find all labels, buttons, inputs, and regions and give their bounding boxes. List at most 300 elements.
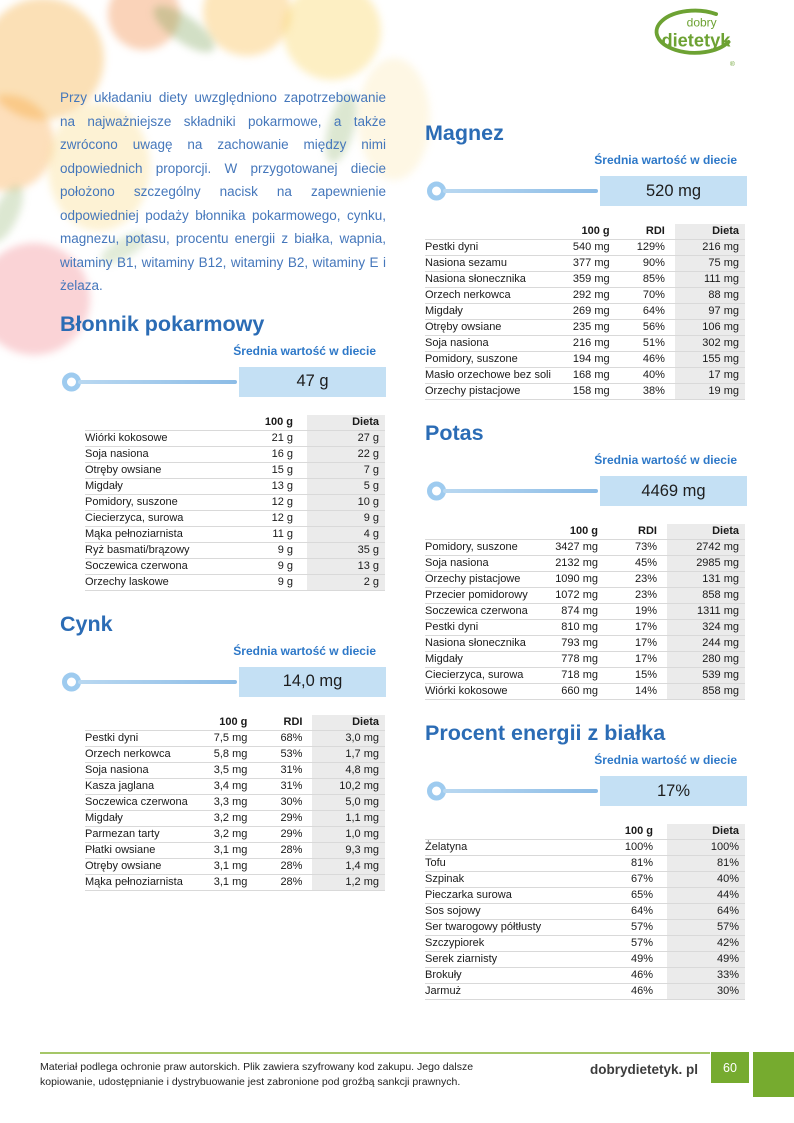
table-cell: Ryż basmati/brązowy (85, 543, 190, 556)
table-cell: 21 g (271, 431, 293, 444)
avg-value-box: 520 mg (600, 176, 747, 206)
lemon-decor (283, 0, 381, 80)
table-row (425, 840, 745, 856)
table-cell: 100 g (569, 525, 598, 537)
table-cell: 778 mg (561, 653, 598, 665)
diet-value-slider (425, 476, 747, 506)
table-row (425, 256, 745, 272)
table-cell: Otręby owsiane (425, 321, 502, 333)
table-cell: 44% (667, 888, 745, 904)
diet-value-slider (425, 776, 747, 806)
table-cell: 14% (634, 685, 657, 697)
table-row (85, 858, 385, 874)
table-cell: Soja nasiona (85, 447, 149, 460)
table-cell: Pieczarka surowa (425, 889, 512, 901)
table-cell: 1,1 mg (312, 810, 385, 826)
leaf-decor (0, 181, 30, 247)
table-row (425, 288, 745, 304)
table-cell: 10,2 mg (312, 778, 385, 794)
table-cell: 1,0 mg (312, 826, 385, 842)
table-cell: RDI (283, 715, 303, 728)
table-cell: 57% (630, 921, 653, 933)
table-header-row (425, 224, 745, 240)
table-header-row (85, 415, 385, 431)
table-cell: 216 mg (572, 337, 610, 349)
table-cell: 111 mg (675, 272, 745, 288)
table-cell: 23% (634, 573, 657, 585)
table-row (85, 746, 385, 762)
table-cell (425, 524, 533, 540)
nutrient-table (425, 224, 745, 400)
table-cell: Płatki owsiane (85, 843, 156, 856)
table-cell: Jarmuż (425, 985, 462, 997)
table-cell: 100 g (264, 415, 293, 428)
table-cell: 244 mg (667, 636, 745, 652)
table-cell: Otręby owsiane (85, 859, 162, 872)
table-cell (85, 715, 188, 731)
table-row (425, 304, 745, 320)
table-cell: 88 mg (675, 288, 745, 304)
brand-logo (646, 5, 742, 75)
table-cell: 81% (667, 856, 745, 872)
table-cell: Migdały (425, 653, 463, 665)
table-cell: 540 mg (572, 241, 610, 253)
table-cell: Kasza jaglana (85, 779, 155, 792)
slider-track (78, 380, 237, 384)
section-title: Procent energii z białka (425, 721, 666, 745)
table-cell: Szpinak (425, 873, 465, 885)
table-row (425, 604, 745, 620)
table-row (425, 384, 745, 400)
table-cell: 15 g (271, 463, 293, 476)
table-row (425, 636, 745, 652)
table-cell: 359 mg (572, 273, 610, 285)
table-cell: 17% (634, 653, 657, 665)
table-cell: Pestki dyni (425, 621, 479, 633)
table-row (425, 984, 745, 1000)
table-row (425, 620, 745, 636)
table-cell: 9 g (277, 559, 293, 572)
table-cell: 4 g (307, 526, 385, 542)
table-cell: 64% (667, 904, 745, 920)
nutrient-table (425, 524, 745, 700)
section-title: Błonnik pokarmowy (60, 311, 265, 336)
table-cell: Przecier pomidorowy (425, 589, 528, 601)
table-row (85, 462, 385, 478)
table-cell: Orzechy pistacjowe (425, 573, 521, 585)
table-cell: 70% (642, 289, 665, 301)
table-cell: 3,2 mg (213, 827, 248, 840)
table-cell: 3,5 mg (213, 763, 248, 776)
table-cell: 64% (630, 905, 653, 917)
table-cell: 292 mg (572, 289, 610, 301)
table-cell: 3,1 mg (213, 875, 248, 888)
table-header-row (425, 824, 745, 840)
table-row (425, 920, 745, 936)
table-cell: 22 g (307, 446, 385, 462)
table-row (85, 762, 385, 778)
table-cell: 13 g (307, 558, 385, 574)
avg-value-box: 4469 mg (600, 476, 747, 506)
table-cell: 168 mg (572, 369, 610, 381)
table-cell: Migdały (85, 811, 123, 824)
table-cell: 2742 mg (667, 540, 745, 556)
table-cell: 30% (280, 795, 303, 808)
table-cell: 35 g (307, 542, 385, 558)
table-cell: 9 g (277, 575, 293, 588)
table-row (425, 272, 745, 288)
table-row (85, 810, 385, 826)
table-row (85, 826, 385, 842)
nutrient-section (425, 420, 747, 700)
table-cell: Żelatyna (425, 841, 468, 853)
table-cell: 377 mg (572, 257, 610, 269)
table-row (85, 730, 385, 746)
table-cell: 73% (634, 541, 657, 553)
table-cell: 131 mg (667, 572, 745, 588)
table-cell: 100 g (219, 715, 248, 728)
table-cell (425, 824, 588, 840)
table-cell: 65% (630, 889, 653, 901)
table-cell (425, 224, 551, 240)
table-cell: Soczewica czerwona (425, 605, 528, 617)
table-cell: 9,3 mg (312, 842, 385, 858)
table-cell: 1090 mg (555, 573, 598, 585)
table-row (425, 904, 745, 920)
table-cell: Brokuły (425, 969, 462, 981)
table-cell: 33% (667, 968, 745, 984)
table-cell: Dieta (312, 715, 385, 731)
table-cell: 2985 mg (667, 556, 745, 572)
page-number-badge: 60 (711, 1052, 749, 1083)
table-cell: 858 mg (667, 684, 745, 700)
table-row (85, 842, 385, 858)
table-row (425, 240, 745, 256)
table-cell: 28% (280, 843, 303, 856)
table-row (425, 872, 745, 888)
table-cell: Ser twarogowy półtłusty (425, 921, 542, 933)
table-cell: 100 g (581, 225, 610, 237)
slider-track (443, 489, 598, 493)
table-cell: Migdały (85, 479, 123, 492)
nutrient-table (425, 824, 745, 1000)
svg-text:®: ® (729, 60, 735, 68)
table-cell: 46% (630, 985, 653, 997)
table-cell: Nasiona słonecznika (425, 637, 526, 649)
avg-value-box: 47 g (239, 367, 386, 397)
table-cell: 64% (642, 305, 665, 317)
table-cell: 19 mg (675, 384, 745, 400)
table-row (85, 558, 385, 574)
table-cell: Masło orzechowe bez soli (425, 369, 551, 381)
table-cell: Pomidory, suszone (425, 541, 518, 553)
table-cell: 75 mg (675, 256, 745, 272)
table-cell: 12 g (271, 511, 293, 524)
table-cell: Parmezan tarty (85, 827, 160, 840)
slider-track (443, 789, 598, 793)
brand-logo-swoosh-icon (646, 5, 742, 75)
table-cell: 3,0 mg (312, 730, 385, 746)
table-cell: 45% (634, 557, 657, 569)
table-cell: Mąka pełnoziarnista (85, 527, 183, 540)
table-cell: 31% (280, 779, 303, 792)
table-cell: 5,8 mg (213, 747, 248, 760)
table-row (425, 540, 745, 556)
section-title: Magnez (425, 121, 504, 145)
table-cell: 4,8 mg (312, 762, 385, 778)
table-row (425, 320, 745, 336)
table-cell: 3,3 mg (213, 795, 248, 808)
table-cell: 280 mg (667, 652, 745, 668)
table-cell: 38% (642, 385, 665, 397)
table-cell: 539 mg (667, 668, 745, 684)
orange-half-decor (203, 0, 291, 56)
table-row (85, 430, 385, 446)
table-row (85, 542, 385, 558)
table-cell: Pomidory, suszone (85, 495, 178, 508)
table-cell: 3427 mg (555, 541, 598, 553)
table-row (85, 778, 385, 794)
table-cell: 1,2 mg (312, 874, 385, 890)
table-cell: 53% (280, 747, 303, 760)
table-cell: Pestki dyni (425, 241, 479, 253)
table-row (425, 572, 745, 588)
table-cell: 100 g (624, 825, 653, 837)
table-cell: 51% (642, 337, 665, 349)
table-cell: Tofu (425, 857, 446, 869)
table-cell: 793 mg (561, 637, 598, 649)
table-cell: 874 mg (561, 605, 598, 617)
table-row (425, 936, 745, 952)
avg-value-box: 14,0 mg (239, 667, 386, 697)
table-cell: Orzech nerkowca (85, 747, 171, 760)
table-cell: Nasiona sezamu (425, 257, 507, 269)
table-cell: Dieta (675, 224, 745, 240)
table-cell: 31% (280, 763, 303, 776)
table-cell: 13 g (271, 479, 293, 492)
table-cell: 28% (280, 859, 303, 872)
table-cell: 3,1 mg (213, 843, 248, 856)
table-row (425, 652, 745, 668)
table-cell: 30% (667, 984, 745, 1000)
table-cell: 1311 mg (667, 604, 745, 620)
svg-text:dobry: dobry (686, 15, 717, 30)
table-cell: Soja nasiona (425, 337, 489, 349)
table-cell: Wiórki kokosowe (85, 431, 168, 444)
table-cell: 49% (667, 952, 745, 968)
table-cell: 216 mg (675, 240, 745, 256)
avg-value-label: Średnia wartość w diecie (594, 753, 737, 767)
table-cell: 56% (642, 321, 665, 333)
table-row (425, 588, 745, 604)
table-cell: 5 g (307, 478, 385, 494)
avg-value-label: Średnia wartość w diecie (594, 153, 737, 167)
nutrient-section (60, 311, 386, 591)
orange-slice-decor (0, 95, 54, 191)
avg-value-label: Średnia wartość w diecie (233, 643, 376, 658)
table-cell: 29% (280, 811, 303, 824)
table-cell: 17% (634, 637, 657, 649)
table-cell: Dieta (307, 415, 385, 431)
diet-value-slider (60, 667, 386, 697)
table-cell: 16 g (271, 447, 293, 460)
table-cell: Szczypiorek (425, 937, 485, 949)
table-cell: Dieta (667, 824, 745, 840)
table-cell: Soczewica czerwona (85, 795, 188, 808)
slider-track (443, 189, 598, 193)
table-cell: Migdały (425, 305, 463, 317)
table-row (85, 874, 385, 890)
table-cell: Pomidory, suszone (425, 353, 518, 365)
table-cell: 27 g (307, 430, 385, 446)
nutrient-section (60, 611, 386, 891)
table-cell: 158 mg (572, 385, 610, 397)
site-domain-link[interactable]: dobrydietetyk. pl (589, 1062, 698, 1077)
table-cell: 660 mg (561, 685, 598, 697)
table-cell: 42% (667, 936, 745, 952)
table-cell: 17% (634, 621, 657, 633)
table-row (85, 478, 385, 494)
table-row (425, 336, 745, 352)
table-cell: Serek ziarnisty (425, 953, 498, 965)
avg-value-box: 17% (600, 776, 747, 806)
table-row (85, 510, 385, 526)
table-cell: 100% (624, 841, 653, 853)
table-row (85, 446, 385, 462)
table-cell: 9 g (277, 543, 293, 556)
table-cell: 106 mg (675, 320, 745, 336)
table-cell: 15% (634, 669, 657, 681)
table-cell: 68% (280, 731, 303, 744)
table-row (425, 888, 745, 904)
table-row (425, 352, 745, 368)
table-cell: 100% (667, 840, 745, 856)
table-row (85, 794, 385, 810)
diet-value-slider (425, 176, 747, 206)
avg-value-label: Średnia wartość w diecie (233, 343, 376, 358)
table-cell: 2 g (307, 574, 385, 590)
table-cell: 324 mg (667, 620, 745, 636)
table-cell: 67% (630, 873, 653, 885)
table-cell: Nasiona słonecznika (425, 273, 526, 285)
table-cell: 3,1 mg (213, 859, 248, 872)
table-cell: Mąka pełnoziarnista (85, 875, 183, 888)
table-header-row (425, 524, 745, 540)
table-cell: 19% (634, 605, 657, 617)
table-cell: 129% (636, 241, 665, 253)
section-title: Cynk (60, 611, 113, 636)
svg-text:dietetyk: dietetyk (661, 29, 731, 51)
table-row (425, 684, 745, 700)
green-corner-block (753, 1052, 794, 1097)
table-cell: 12 g (271, 495, 293, 508)
table-cell: 17 mg (675, 368, 745, 384)
nutrient-table (85, 415, 385, 591)
nutrient-table (85, 715, 385, 891)
footer-divider (40, 1052, 710, 1054)
table-cell: 57% (667, 920, 745, 936)
table-cell: 2132 mg (555, 557, 598, 569)
table-cell: Orzechy laskowe (85, 575, 169, 588)
table-row (425, 968, 745, 984)
table-cell: 155 mg (675, 352, 745, 368)
table-cell: 46% (642, 353, 665, 365)
table-cell: 1,4 mg (312, 858, 385, 874)
table-cell: 7 g (307, 462, 385, 478)
table-cell: 46% (630, 969, 653, 981)
table-cell: Wiórki kokosowe (425, 685, 508, 697)
table-cell: 90% (642, 257, 665, 269)
table-cell: 1072 mg (555, 589, 598, 601)
table-cell: Sos sojowy (425, 905, 481, 917)
table-cell: Orzechy pistacjowe (425, 385, 521, 397)
table-cell (85, 415, 228, 431)
table-row (85, 526, 385, 542)
nutrient-section (425, 120, 747, 400)
table-row (425, 668, 745, 684)
table-cell: Soczewica czerwona (85, 559, 188, 572)
table-cell: Orzech nerkowca (425, 289, 511, 301)
table-cell: 1,7 mg (312, 746, 385, 762)
nutrient-section (425, 720, 747, 1000)
table-cell: 3,4 mg (213, 779, 248, 792)
avg-value-label: Średnia wartość w diecie (594, 453, 737, 467)
copyright-text: Materiał podlega ochronie praw autorskich. Plik zawiera szyfrowany kod zakupu. Jego dalsze kopiowanie, udostępnianie i dystrybuowanie jest zabronione pod groźbą sankcji prawnych. (40, 1061, 474, 1088)
table-row (425, 856, 745, 872)
table-cell: 81% (630, 857, 653, 869)
table-cell: 49% (630, 953, 653, 965)
table-cell: Otręby owsiane (85, 463, 162, 476)
table-cell: 9 g (307, 510, 385, 526)
table-cell: 11 g (272, 527, 293, 540)
table-row (85, 574, 385, 590)
table-cell: 302 mg (675, 336, 745, 352)
table-cell: 85% (642, 273, 665, 285)
table-cell: RDI (645, 225, 665, 237)
table-cell: RDI (638, 525, 657, 537)
slider-track (78, 680, 237, 684)
table-cell: Soja nasiona (425, 557, 489, 569)
table-cell: 10 g (307, 494, 385, 510)
table-cell: Dieta (667, 524, 745, 540)
tangerine-decor (108, 0, 180, 50)
table-cell: 5,0 mg (312, 794, 385, 810)
table-cell: 23% (634, 589, 657, 601)
left-column (60, 86, 386, 891)
table-cell: Pestki dyni (85, 731, 139, 744)
table-cell: 810 mg (561, 621, 598, 633)
table-cell: 97 mg (675, 304, 745, 320)
table-cell: Soja nasiona (85, 763, 149, 776)
table-cell: 718 mg (561, 669, 598, 681)
right-column (425, 120, 747, 1000)
leaf-decor (147, 0, 221, 60)
table-row (425, 952, 745, 968)
table-row (85, 494, 385, 510)
table-cell: 57% (630, 937, 653, 949)
table-cell: Ciecierzyca, surowa (425, 669, 524, 681)
table-cell: 3,2 mg (213, 811, 248, 824)
diet-value-slider (60, 367, 386, 397)
table-cell: 194 mg (572, 353, 610, 365)
table-cell: 858 mg (667, 588, 745, 604)
table-row (425, 556, 745, 572)
table-row (425, 368, 745, 384)
section-title: Potas (425, 421, 484, 445)
table-cell: Ciecierzyca, surowa (85, 511, 184, 524)
table-cell: 40% (667, 872, 745, 888)
table-header-row (85, 715, 385, 731)
